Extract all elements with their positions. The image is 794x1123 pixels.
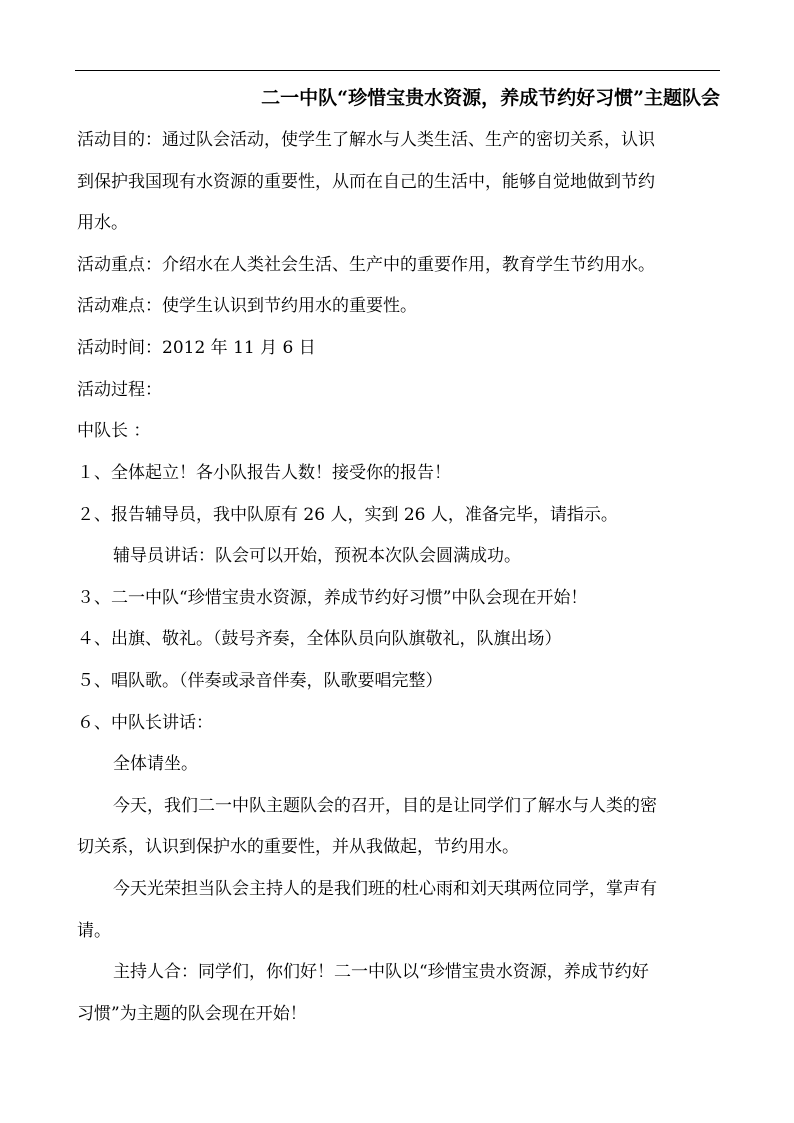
purpose-line-2: 到保护我国现有水资源的重要性，从而在自己的生活中，能够自觉地做到节约: [77, 172, 655, 192]
difficulty-line: 活动难点：使学生认识到节约用水的重要性。: [77, 296, 417, 316]
host-line-1: 主持人合：同学们，你们好！二一中队以“珍惜宝贵水资源，养成节约好: [113, 962, 649, 982]
speech-line-3: 切关系，认识到保护水的重要性，并从我做起，节约用水。: [77, 837, 519, 857]
focus-line: 活动重点：介绍水在人类社会生活、生产中的重要作用，教育学生节约用水。: [77, 255, 655, 275]
speech-line-4: 今天光荣担当队会主持人的是我们班的杜心雨和刘天琪两位同学，掌声有: [113, 879, 657, 899]
header-rule: [75, 70, 720, 71]
step-4: ４、出旗、敬礼。（鼓号齐奏，全体队员向队旗敬礼，队旗出场）: [77, 629, 562, 649]
document-title: 二一中队“珍惜宝贵水资源，养成节约好习惯”主题队会: [261, 87, 720, 109]
purpose-line-3: 用水。: [77, 213, 128, 233]
time-line: 活动时间：2012 年 11 月 6 日: [77, 338, 316, 358]
captain-label: 中队长 ：: [77, 421, 151, 441]
host-line-2: 习惯”为主题的队会现在开始！: [77, 1004, 307, 1024]
step-1: １、全体起立！各小队报告人数！接受你的报告！: [77, 463, 451, 483]
process-heading: 活动过程：: [77, 380, 162, 400]
step-5: ５、唱队歌。（伴奏或录音伴奏，队歌要唱完整）: [77, 671, 443, 691]
purpose-line-1: 活动目的：通过队会活动，使学生了解水与人类生活、生产的密切关系，认识: [77, 130, 655, 150]
counselor-speech: 辅导员讲话：队会可以开始，预祝本次队会圆满成功。: [113, 546, 521, 566]
step-6: ６、中队长讲话：: [77, 713, 213, 733]
speech-line-1: 全体请坐。: [113, 754, 198, 774]
speech-line-2: 今天，我们二一中队主题队会的召开，目的是让同学们了解水与人类的密: [113, 796, 657, 816]
step-2: ２、报告辅导员，我中队原有 26 人，实到 26 人，准备完毕，请指示。: [77, 505, 618, 525]
step-3: ３、二一中队“珍惜宝贵水资源，养成节约好习惯”中队会现在开始！: [77, 588, 588, 608]
speech-line-5: 请。: [77, 921, 111, 941]
